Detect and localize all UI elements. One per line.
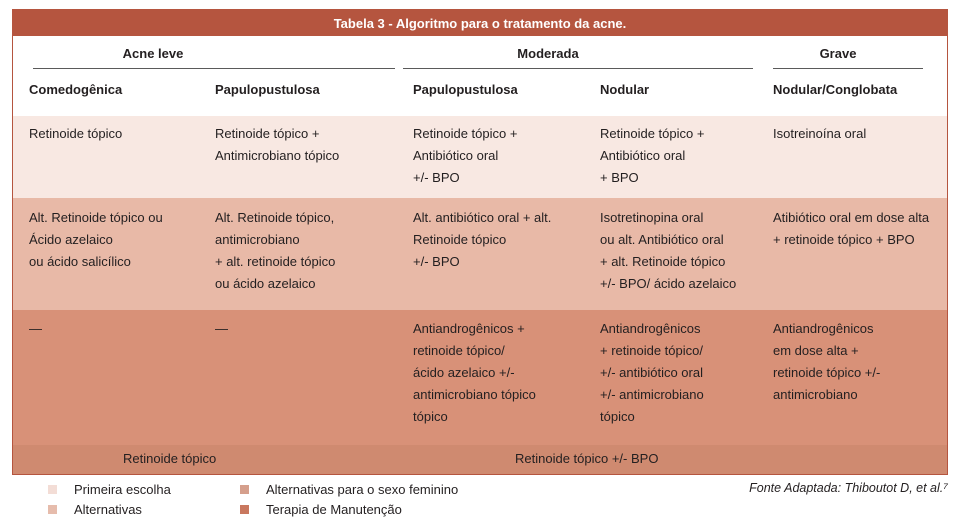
table-cell: Retinoide tópico + Antimicrobiano tópico: [215, 126, 340, 163]
col-head-nodular-conglobata: Nodular/Conglobata: [773, 82, 898, 97]
table-cell: Atibiótico oral em dose alta + retinoide tópico + BPO: [773, 210, 930, 247]
legend-item: [48, 482, 171, 497]
maintenance-rest: Retinoide tópico +/- BPO: [515, 451, 659, 466]
legend-item: [240, 502, 402, 517]
table-cell: Antiandrogênicos em dose alta + retinoide tópico +/- antimicrobiano: [773, 321, 881, 402]
table-cell: Alt. antibiótico oral + alt. Retinoide tópico +/- BPO: [413, 210, 552, 269]
row-primeira-escolha: [13, 116, 947, 198]
legend-label: Alternativas para o sexo feminino: [266, 482, 459, 497]
rule-leve: [33, 68, 395, 69]
table-cell: Retinoide tópico + Antibiótico oral + BPO: [600, 126, 705, 185]
legend-swatch: [240, 505, 249, 514]
table-cell: Isotretinopina oral ou alt. Antibiótico oral + alt. Retinoide tópico +/- BPO/ ácido azelaico: [600, 210, 737, 291]
table-cell: Retinoide tópico + Antibiótico oral +/- BPO: [413, 126, 518, 185]
col-head-papulopustulosa-leve: Papulopustulosa: [215, 82, 320, 97]
legend-swatch: [48, 485, 57, 494]
group-grave: Grave: [819, 46, 857, 61]
rule-grave: [773, 68, 923, 69]
rule-moderada: [403, 68, 753, 69]
col-head-nodular: Nodular: [600, 82, 650, 97]
table-cell: Antiandrogênicos + retinoide tópico/ ácido azelaico +/- antimicrobiano tópico tópico: [413, 321, 536, 424]
row-alternativas-sexo-feminino: [13, 310, 947, 445]
table-cell: —: [215, 321, 228, 336]
legend-label: Terapia de Manutenção: [266, 502, 402, 517]
source-citation: Fonte Adaptada: Thiboutot D, et al.⁷: [749, 481, 948, 495]
table-cell: Antiandrogênicos + retinoide tópico/ +/- antibiótico oral +/- antimicrobiano tópico: [600, 321, 704, 424]
legend-label: Alternativas: [74, 502, 142, 517]
group-acne-leve: Acne leve: [122, 46, 184, 61]
table-cell: Alt. Retinoide tópico, antimicrobiano + alt. retinoide tópico ou ácido azelaico: [215, 210, 336, 291]
table-title: Tabela 3 - Algoritmo para o tratamento da acne.: [13, 10, 947, 36]
legend-swatch: [240, 485, 249, 494]
row-alternativas: [13, 198, 947, 310]
table-cell: Alt. Retinoide tópico ou Ácido azelaico ou ácido salicílico: [29, 210, 163, 269]
table-cell: Retinoide tópico: [29, 126, 123, 141]
treatment-table: [12, 9, 948, 475]
maintenance-leve: Retinoide tópico: [123, 451, 217, 466]
col-head-comedogenica: Comedogênica: [29, 82, 123, 97]
table-cell: —: [29, 321, 42, 336]
legend-item: [48, 502, 142, 517]
group-moderada: Moderada: [517, 46, 579, 61]
legend-label: Primeira escolha: [74, 482, 171, 497]
group-header-row: [13, 36, 947, 76]
col-head-papulopustulosa-moderada: Papulopustulosa: [413, 82, 518, 97]
legend-item: [240, 482, 458, 497]
table-cell: Isotreinoína oral: [773, 126, 867, 141]
legend-swatch: [48, 505, 57, 514]
